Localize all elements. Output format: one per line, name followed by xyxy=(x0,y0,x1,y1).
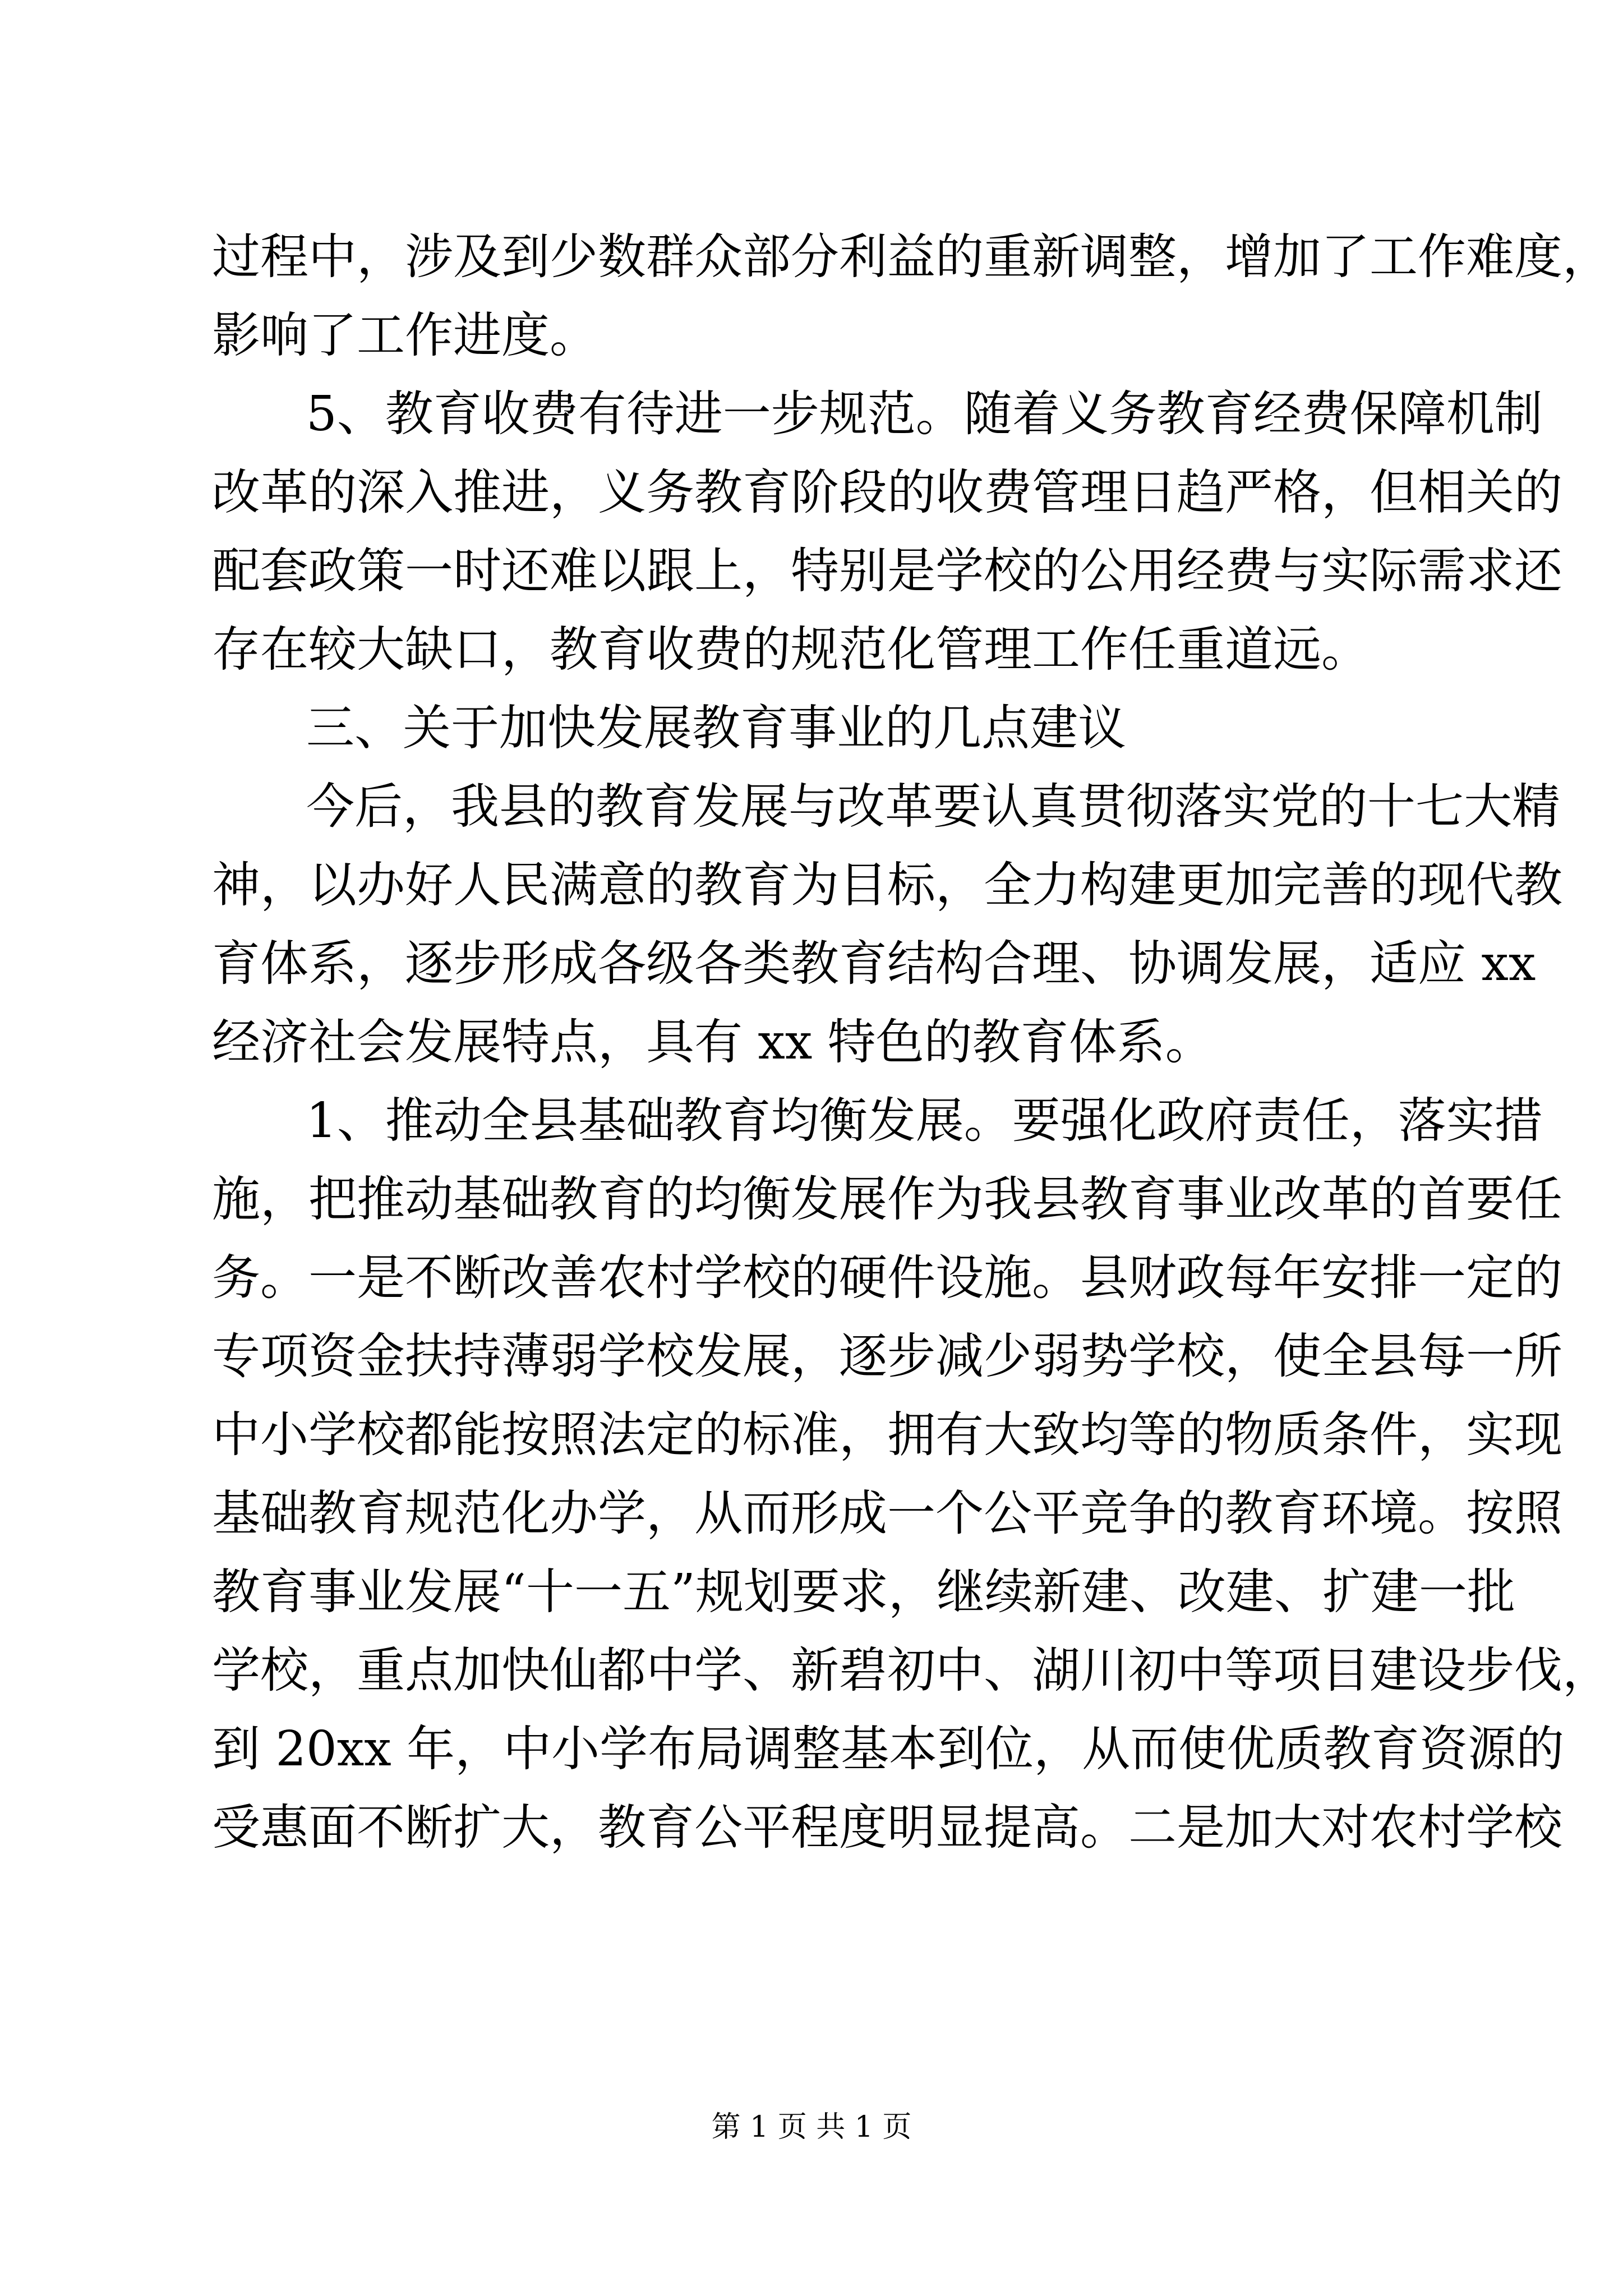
text-line: 神，以办好人民满意的教育为目标，全力构建更加完善的现代教 xyxy=(212,857,1562,913)
text-line: 今后，我县的教育发展与改革要认真贯彻落实党的十七大精 xyxy=(306,779,1560,835)
text-line: 务。一是不断改善农村学校的硬件设施。县财政每年安排一定的 xyxy=(212,1250,1562,1306)
text-line: 影响了工作进度。 xyxy=(212,307,598,364)
text-line: 专项资金扶持薄弱学校发展，逐步减少弱势学校，使全县每一所 xyxy=(212,1328,1562,1384)
text-line: 施，把推动基础教育的均衡发展作为我县教育事业改革的首要任 xyxy=(212,1171,1562,1227)
text-line: 中小学校都能按照法定的标准，拥有大致均等的物质条件，实现 xyxy=(212,1407,1562,1463)
document-body xyxy=(212,218,1611,1867)
text-line: 1、推动全县基础教育均衡发展。要强化政府责任，落实措 xyxy=(306,1093,1543,1149)
text-line: 过程中，涉及到少数群众部分利益的重新调整，增加了工作难度， xyxy=(212,229,1611,285)
text-line: 教育事业发展“十一五”规划要求，继续新建、改建、扩建一批 xyxy=(212,1564,1515,1620)
text-line: 基础教育规范化办学，从而形成一个公平竞争的教育环境。按照 xyxy=(212,1485,1562,1542)
text-line: 受惠面不断扩大，教育公平程度明显提高。二是加大对农村学校 xyxy=(212,1800,1562,1856)
text-line: 改革的深入推进，义务教育阶段的收费管理日趋严格，但相关的 xyxy=(212,464,1562,521)
text-line: 经济社会发展特点，具有 xx 特色的教育体系。 xyxy=(212,1014,1214,1070)
text-line: 育体系，逐步形成各级各类教育结构合理、协调发展，适应 xx xyxy=(212,936,1536,992)
text-line: 三、关于加快发展教育事业的几点建议 xyxy=(306,700,1126,756)
page-footer: 第 1 页 共 1 页 xyxy=(711,2110,912,2144)
text-line: 到 20xx 年，中小学布局调整基本到位，从而使优质教育资源的 xyxy=(212,1721,1565,1777)
text-line: 学校，重点加快仙都中学、新碧初中、湖川初中等项目建设步伐， xyxy=(212,1642,1611,1699)
text-line: 5、教育收费有待进一步规范。随着义务教育经费保障机制 xyxy=(306,386,1543,442)
text-line: 存在较大缺口，教育收费的规范化管理工作任重道远。 xyxy=(212,622,1370,678)
text-line: 配套政策一时还难以跟上，特别是学校的公用经费与实际需求还 xyxy=(212,543,1562,599)
